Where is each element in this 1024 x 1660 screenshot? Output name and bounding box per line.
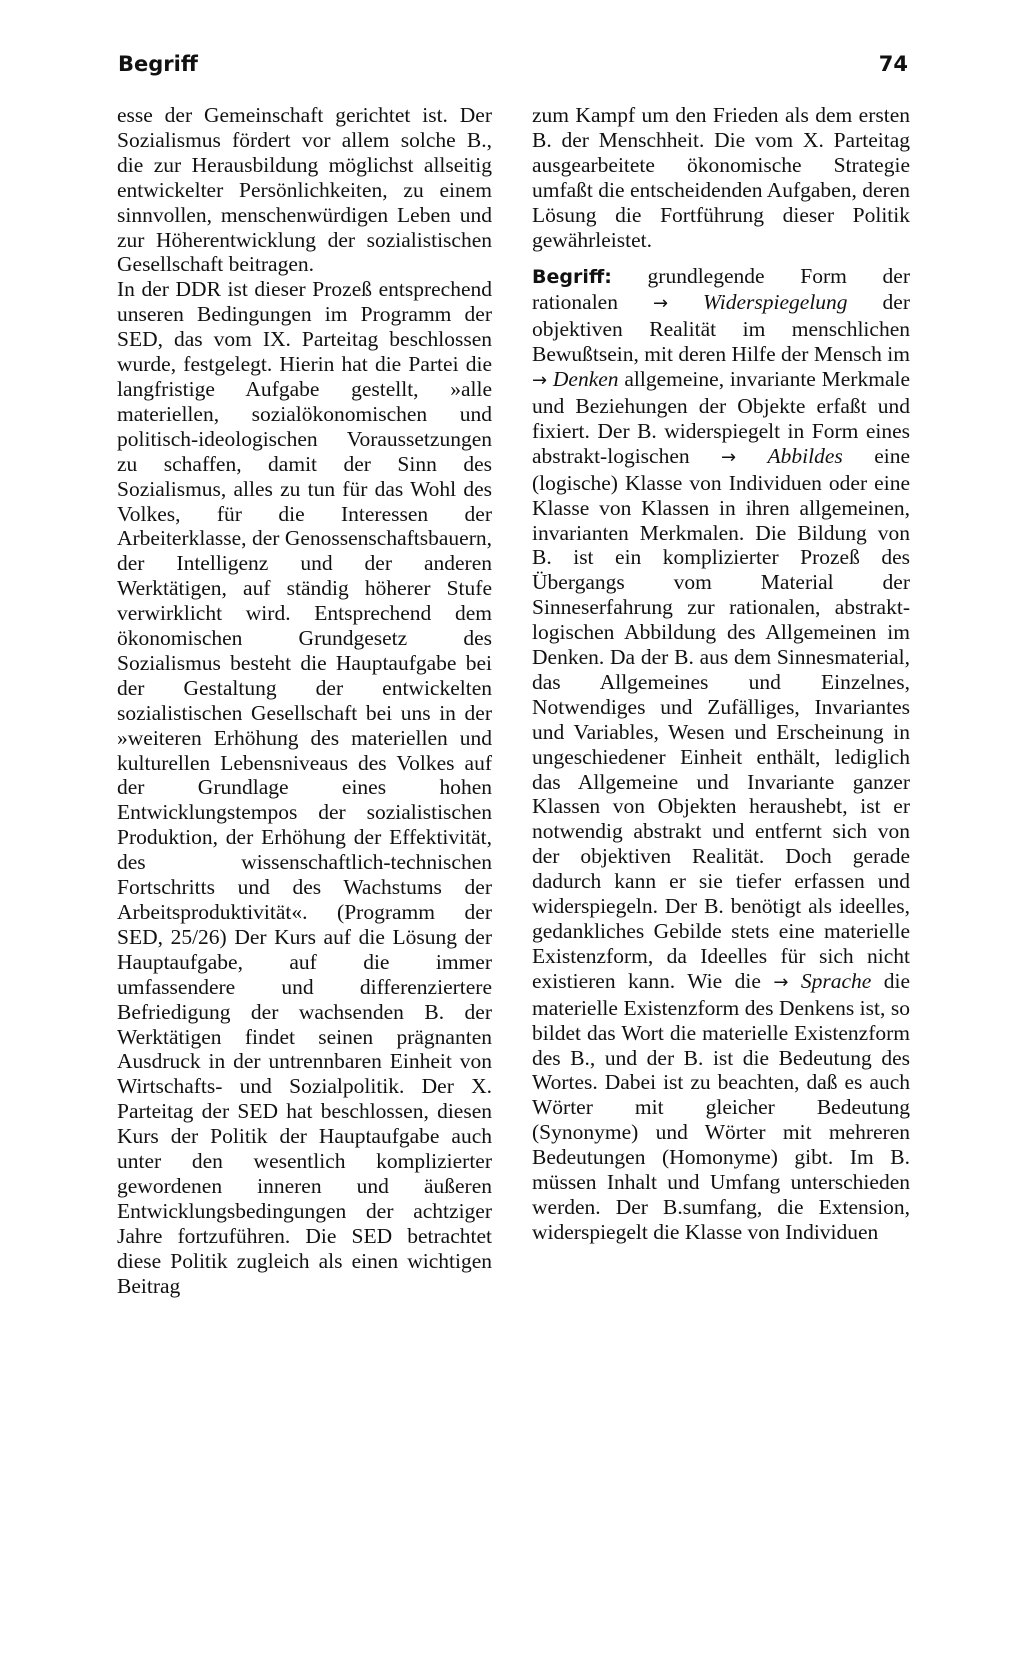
cross-reference-sprache[interactable]: Sprache: [800, 968, 872, 993]
entry-text-3: allgemeine, invariante Merkmale und Beziehungen der Objekte erfaßt und fixiert. Der B. widerspiegelt in Form eines abstrakt-logischen: [532, 367, 910, 468]
cross-reference-arrow-icon: →: [532, 370, 548, 392]
right-column: [532, 103, 910, 1245]
left-column: [117, 103, 492, 1299]
entry-text-5: die materielle Existenzform des Denkens ist, so bildet das Wort die materielle Existenzform des B., und der B. ist die Bedeutung des Wortes. Dabei ist zu beachten, daß es auch Wörter mit gleicher Bedeutung (Synonyme) und Wörter mit mehreren Bedeutungen (Homonyme) gibt. Im B. müssen Inhalt und Umfang unterschieden werden. Der B.sumfang, die Extension, widerspiegelt die Klasse von Individuen: [532, 968, 910, 1244]
cross-reference-arrow-icon: →: [652, 293, 669, 315]
dictionary-entry-begriff: [532, 264, 910, 1244]
page-number: 74: [878, 52, 908, 76]
cross-reference-abbildes[interactable]: Abbildes: [767, 443, 843, 468]
running-header: [118, 52, 908, 88]
paragraph-continuation-right: zum Kampf um den Frieden als dem ersten B. der Menschheit. Die vom X. Parteitag ausgearbeitete ökonomische Strategie umfaßt die entscheidenden Aufgaben, deren Lösung die Fortführung dieser Politik gewährleistet.: [532, 103, 910, 252]
cross-reference-arrow-icon: →: [721, 446, 737, 468]
cross-reference-widerspiegelung[interactable]: Widerspiegelung: [703, 290, 848, 315]
cross-reference-arrow-icon: →: [773, 971, 789, 993]
running-head-title: Begriff: [118, 52, 198, 76]
entry-headword: Begriff:: [532, 266, 612, 289]
entry-text-2: der objektiven Realität im menschlichen Bewußtsein, mit deren Hilfe der Mensch im: [532, 290, 911, 367]
paragraph-continuation: esse der Gemeinschaft gerichtet ist. Der Sozialismus fördert vor allem solche B., die zur Herausbildung möglichst allseitig entwickelter Persönlichkeiten, zu einem sinnvollen, menschenwürdigen Leben und zur Höherentwicklung der sozialistischen Gesellschaft beitragen.: [117, 103, 492, 277]
entry-text-1: grundlegende Form der rationalen: [532, 264, 910, 315]
entry-text-4: eine (logische) Klasse von Individuen oder eine Klasse von Klassen in ihren allgemeinen, invarianten Merkmalen. Die Bildung von B. ist ein komplizierter Prozeß des Übergangs vom Material der Sinneserfahrung zur rationalen, abstrakt-logischen Abbildung des Allgemeinen im Denken. Da der B. aus dem Sinnesmaterial, das Allgemeines und Einzelnes, Notwendiges und Zufälliges, Invariantes und Variables, Wesen und Erscheinung in ungeschiedener Einheit enthält, lediglich das Allgemeine und Invariante ganzer Klassen von Objekten heraushebt, ist er notwendig abstrakt und entfernt sich von der objektiven Realität. Doch gerade dadurch kann er sie tiefer erfassen und widerspiegeln. Der B. benötigt als ideelles, gedankliches Gebilde stets eine materielle Existenzform, da Ideelles für sich nicht existieren kann. Wie die: [532, 443, 910, 993]
paragraph-ddr-program: In der DDR ist dieser Prozeß entsprechend unseren Bedingungen im Programm der SED, das vom IX. Parteitag beschlossen wurde, festgelegt. Hierin hat die Partei die langfristige Aufgabe gestellt, »alle materiellen, sozialökonomischen und politisch-ideologischen Voraussetzungen zu schaffen, damit der Sinn des Sozialismus, alles zu tun für das Wohl des Volkes, für die Interessen der Arbeiterklasse, der Genossenschaftsbauern, der Intelligenz und der anderen Werktätigen, auf ständig höherer Stufe verwirklicht wird. Entsprechend dem ökonomischen Grundgesetz des Sozialismus besteht die Hauptaufgabe bei der Gestaltung der entwickelten sozialistischen Gesellschaft bei uns in der »weiteren Erhöhung des materiellen und kulturellen Lebensniveaus des Volkes auf der Grundlage eines hohen Entwicklungstempos der sozialistischen Produktion, der Erhöhung der Effektivität, des wissenschaftlich-technischen Fortschritts und des Wachstums der Arbeitsproduktivität«. (Programm der SED, 25/26) Der Kurs auf die Lösung der Hauptaufgabe, auf die immer umfassendere und differenziertere Befriedigung der wachsenden B. der Werktätigen findet seinen prägnanten Ausdruck in der untrennbaren Einheit von Wirtschafts- und Sozialpolitik. Der X. Parteitag der SED hat beschlossen, diesen Kurs der Politik der Hauptaufgabe auch unter den wesentlich komplizierter gewordenen inneren und äußeren Entwicklungsbedingungen der achtziger Jahre fortzuführen. Die SED betrachtet diese Politik zugleich als einen wichtigen Beitrag: [117, 277, 492, 1298]
cross-reference-denken[interactable]: Denken: [552, 367, 619, 392]
